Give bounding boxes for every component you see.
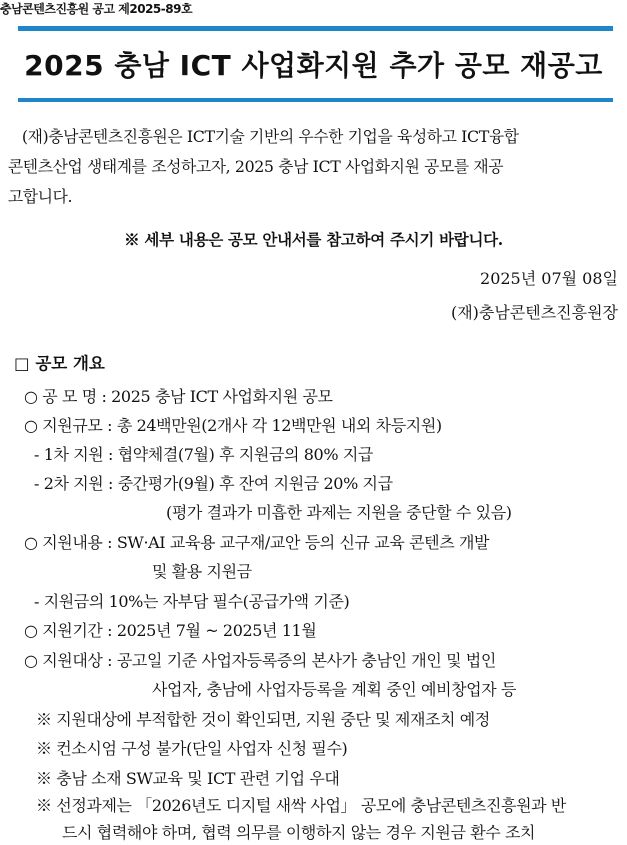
notice-number: 충남콘텐츠진흥원 공고 제2025-89호	[0, 2, 193, 16]
overview-note-item: ※ 지원대상에 부적합한 것이 확인되면, 지원 중단 및 제재조치 예정	[36, 710, 490, 729]
intro-line: 고합니다.	[7, 187, 73, 206]
page-title: 2025 충남 ICT 사업화지원 추가 공모 재공고	[24, 49, 603, 82]
overview-sub-selfpay: - 지원금의 10%는 자부담 필수(공급가액 기준)	[34, 592, 350, 611]
overview-item-name: ○ 공 모 명 : 2025 충남 ICT 사업화지원 공모	[24, 387, 333, 406]
overview-item-target-cont: 사업자, 충남에 사업자등록을 계획 중인 예비창업자 등	[152, 680, 517, 699]
overview-note-item: ※ 충남 소재 SW교육 및 ICT 관련 기업 우대	[36, 769, 340, 788]
title-top-rule	[18, 26, 613, 31]
overview-item-period: ○ 지원기간 : 2025년 7월 ~ 2025년 11월	[24, 621, 317, 640]
announcement-date: 2025년 07월 08일	[480, 269, 618, 288]
title-bottom-rule	[18, 98, 613, 102]
overview-note-item-cont: 드시 협력해야 하며, 협력 의무를 이행하지 않는 경우 지원금 환수 조치	[62, 823, 536, 842]
intro-line: (재)충남콘텐츠진흥원은 ICT기술 기반의 우수한 기업을 육성하고 ICT융합	[7, 127, 519, 146]
overview-note-item: ※ 선정과제는 「2026년도 디지털 새싹 사업」 공모에 충남콘텐츠진흥원과 반	[36, 796, 566, 815]
overview-item-content-cont: 및 활용 지원금	[152, 562, 252, 581]
overview-note-item: ※ 컨소시엄 구성 불가(단일 사업자 신청 필수)	[36, 739, 348, 758]
overview-sub-second: - 2차 지원 : 중간평가(9월) 후 잔여 지원금 20% 지급	[34, 474, 393, 493]
overview-item-target: ○ 지원대상 : 공고일 기준 사업자등록증의 본사가 충남인 개인 및 법인	[24, 651, 496, 670]
overview-sub-first: - 1차 지원 : 협약체결(7월) 후 지원금의 80% 지급	[34, 445, 373, 464]
intro-line: 콘텐츠산업 생태계를 조성하고자, 2025 충남 ICT 사업화지원 공모를 재공	[7, 157, 504, 176]
section-heading: □ 공모 개요	[14, 354, 105, 373]
overview-item-scale: ○ 지원규모 : 총 24백만원(2개사 각 12백만원 내외 차등지원)	[24, 416, 442, 435]
reference-note: ※ 세부 내용은 공모 안내서를 참고하여 주시기 바랍니다.	[124, 230, 503, 249]
overview-note: (평가 결과가 미흡한 과제는 지원을 중단할 수 있음)	[166, 503, 512, 522]
intro-paragraph	[0, 122, 627, 212]
issuing-organization: (재)충남콘텐츠진흥원장	[450, 303, 618, 322]
overview-item-content: ○ 지원내용 : SW·AI 교육용 교구재/교안 등의 신규 교육 콘텐츠 개발	[24, 533, 490, 552]
